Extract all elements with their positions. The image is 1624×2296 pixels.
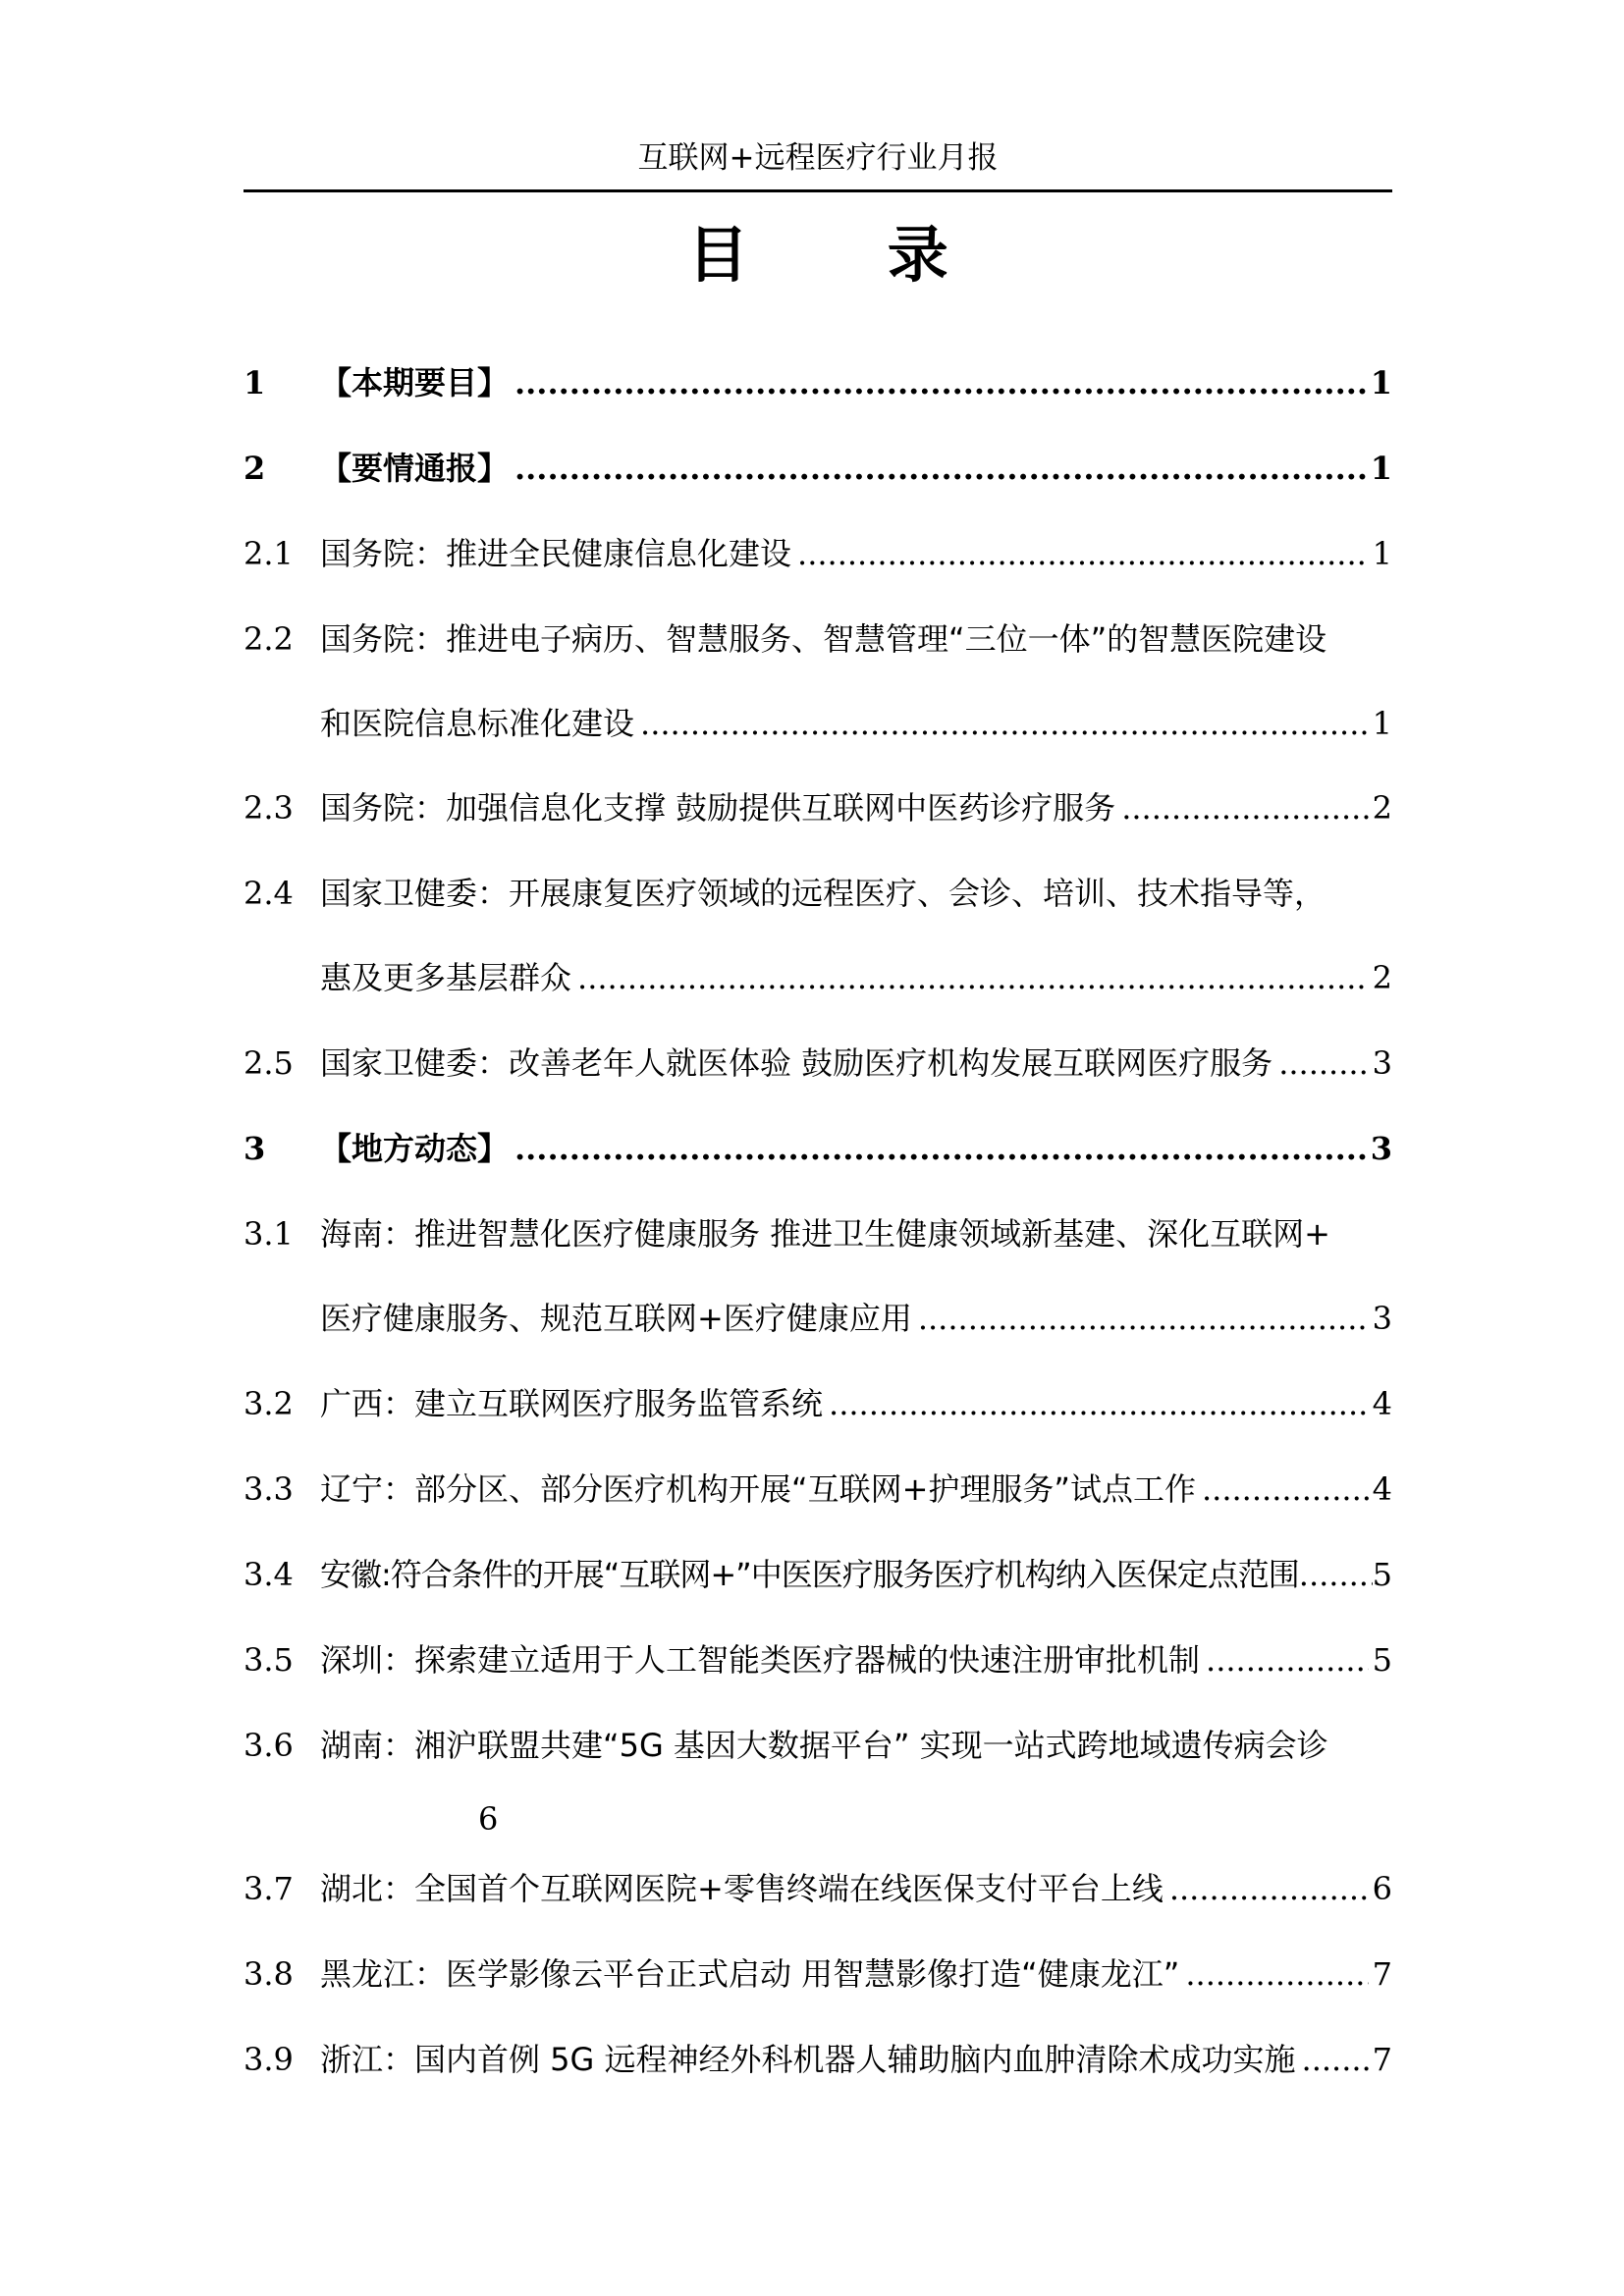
toc-entry-2[interactable]: [244, 426, 1392, 510]
toc-number: 3.1: [244, 1215, 294, 1253]
toc-leader: [1121, 766, 1368, 850]
toc-number: 3.4: [244, 1556, 294, 1593]
toc-number: 2.1: [244, 535, 294, 572]
toc-entry-2-4[interactable]: [244, 851, 1392, 1020]
toc-page: 3: [1370, 1130, 1392, 1167]
toc-leader: [1169, 1846, 1369, 1931]
toc-leader: [514, 426, 1367, 510]
toc-entry-3-2[interactable]: [244, 1362, 1392, 1446]
toc-page: 7: [1372, 2041, 1392, 2078]
toc-page: 1: [1372, 705, 1392, 742]
toc-leader: [1302, 2017, 1369, 2102]
toc-text-continued: 和医院信息标准化建设: [320, 705, 635, 742]
toc-page: 2: [1372, 789, 1392, 827]
toc-page: 2: [1372, 959, 1392, 996]
toc-number: 3.9: [244, 2041, 294, 2078]
toc-number: 3.5: [244, 1641, 294, 1679]
toc-text: 海南：推进智慧化医疗健康服务 推进卫生健康领域新基建、深化互联网+: [320, 1215, 1330, 1253]
toc-entry-3-8[interactable]: [244, 1932, 1392, 2016]
toc-page: 6: [1372, 1870, 1392, 1907]
toc-page: 5: [1372, 1556, 1392, 1593]
toc-entry-3-9[interactable]: [244, 2017, 1392, 2102]
toc-page: 4: [1372, 1385, 1392, 1422]
toc-text: 国务院：推进全民健康信息化建设: [320, 535, 792, 572]
toc-number: 2.5: [244, 1044, 294, 1082]
toc-text: 浙江：国内首例 5G 远程神经外科机器人辅助脑内血肿清除术成功实施: [320, 2041, 1296, 2078]
toc-text-continued: 惠及更多基层群众: [320, 959, 572, 996]
toc-leader: [1206, 1618, 1369, 1702]
toc-entry-3-7[interactable]: [244, 1846, 1392, 1931]
toc-page: 1: [1370, 364, 1392, 401]
toc-leader: [514, 1106, 1367, 1191]
toc-leader: [1278, 1021, 1368, 1105]
toc-text: 国务院：加强信息化支撑 鼓励提供互联网中医药诊疗服务: [320, 789, 1116, 827]
toc-entry-3-6[interactable]: [244, 1703, 1392, 1788]
toc-leader: [1202, 1447, 1369, 1531]
toc-entry-2-1[interactable]: [244, 511, 1392, 596]
toc-entry-3-3[interactable]: [244, 1447, 1392, 1531]
toc-leader: [514, 341, 1367, 425]
toc-number: 3.3: [244, 1470, 294, 1508]
running-header: 互联网+远程医疗行业月报: [637, 140, 999, 176]
toc-text: 辽宁：部分区、部分医疗机构开展“互联网+护理服务”试点工作: [320, 1470, 1196, 1508]
toc-number: 2.3: [244, 789, 294, 827]
toc-text: 国务院：推进电子病历、智慧服务、智慧管理“三位一体”的智慧医院建设: [320, 620, 1327, 658]
toc-text: 【地方动态】: [320, 1130, 510, 1167]
toc-page: 3: [1372, 1300, 1392, 1337]
toc-number: 3: [244, 1130, 266, 1167]
header-rule: [244, 189, 1392, 192]
toc-number: 1: [244, 364, 266, 401]
toc-text: 国家卫健委：开展康复医疗领域的远程医疗、会诊、培训、技术指导等，: [320, 875, 1326, 912]
toc-page: 6: [478, 1800, 499, 1838]
toc-page: 3: [1372, 1044, 1392, 1082]
toc-leader: [1299, 1532, 1373, 1617]
toc-number: 3.2: [244, 1385, 294, 1422]
toc-entry-3-4[interactable]: [244, 1532, 1392, 1617]
toc-text: 黑龙江：医学影像云平台正式启动 用智慧影像打造“健康龙江”: [320, 1955, 1180, 1993]
toc-entry-2-2[interactable]: [244, 597, 1392, 766]
toc-number: 2.2: [244, 620, 294, 658]
toc-text: 国家卫健委：改善老年人就医体验 鼓励医疗机构发展互联网医疗服务: [320, 1044, 1273, 1082]
toc-text: 广西：建立互联网医疗服务监管系统: [320, 1385, 824, 1422]
toc-text-continued: 医疗健康服务、规范互联网+医疗健康应用: [320, 1300, 912, 1337]
toc-text: 湖北：全国首个互联网医院+零售终端在线医保支付平台上线: [320, 1870, 1164, 1907]
toc-number: 3.6: [244, 1727, 294, 1764]
toc-number: 3.7: [244, 1870, 294, 1907]
toc-number: 3.8: [244, 1955, 294, 1993]
toc-page: 5: [1372, 1641, 1392, 1679]
toc-number: 2: [244, 450, 266, 487]
toc-entry-1[interactable]: [244, 341, 1392, 425]
toc-leader: [1185, 1932, 1368, 2016]
toc-text: 安徽:符合条件的开展“互联网+”中医医疗服务医疗机构纳入医保定点范围: [320, 1556, 1299, 1593]
toc-leader: [577, 935, 1369, 1020]
toc-entry-2-5[interactable]: [244, 1021, 1392, 1105]
toc-text: 湖南：湘沪联盟共建“5G 基因大数据平台” 实现一站式跨地域遗传病会诊: [320, 1727, 1328, 1764]
toc-entry-3[interactable]: [244, 1106, 1392, 1191]
toc-text: 【本期要目】: [320, 364, 510, 401]
toc-leader: [797, 511, 1369, 596]
toc-entry-3-5[interactable]: [244, 1618, 1392, 1702]
toc-page: 4: [1372, 1470, 1392, 1508]
toc-number: 2.4: [244, 875, 294, 912]
toc-text: 【要情通报】: [320, 450, 510, 487]
toc-page: 1: [1372, 535, 1392, 572]
toc-entry-2-3[interactable]: [244, 766, 1392, 850]
page-title: 目 录: [687, 219, 1007, 291]
toc-text: 深圳：探索建立适用于人工智能类医疗器械的快速注册审批机制: [320, 1641, 1201, 1679]
toc-page: 7: [1372, 1955, 1392, 1993]
toc-leader: [829, 1362, 1369, 1446]
toc-leader: [640, 681, 1369, 766]
toc-leader: [918, 1276, 1369, 1361]
toc-page: 1: [1370, 450, 1392, 487]
toc-entry-3-1[interactable]: [244, 1192, 1392, 1361]
